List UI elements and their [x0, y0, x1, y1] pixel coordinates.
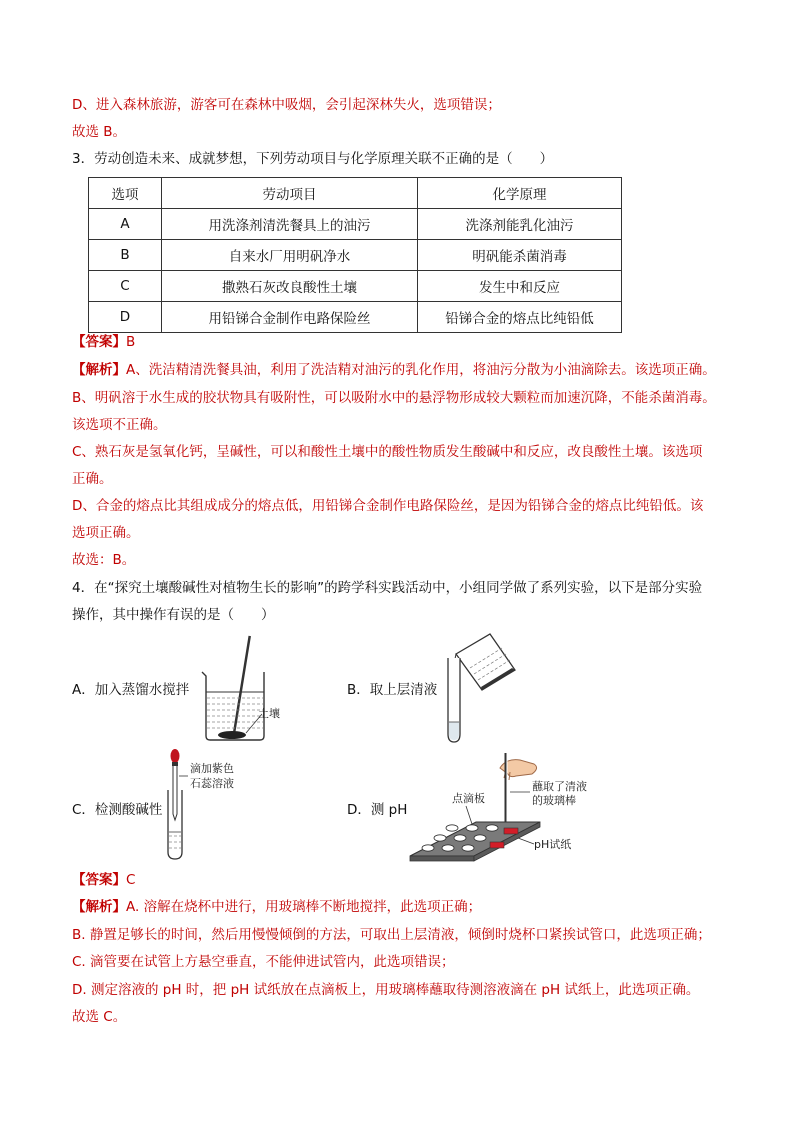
analysis-tag: 【解析】 — [72, 899, 126, 915]
question-3-stem: 3．劳动创造未来、成就梦想，下列劳动项目与化学原理关联不正确的是（ ） — [72, 151, 554, 167]
table-header-cell: 化学原理 — [418, 178, 622, 209]
soil-sample — [218, 731, 246, 739]
table-row — [89, 302, 622, 333]
table-row — [89, 240, 622, 271]
tilted-beaker — [456, 634, 515, 690]
ph-test-figure — [406, 748, 598, 862]
rod-label-line2: 的玻璃棒 — [532, 794, 576, 807]
analysis-text: A、洗洁精清洗餐具油，利用了洗洁精对油污的乳化作用，将油污分散为小油滴除去。该选项正确。 — [126, 362, 716, 378]
analysis-tag: 【解析】 — [72, 362, 126, 378]
analysis-4-c: C. 滴管要在试管上方悬空垂直，不能伸进试管内，此选项错误； — [72, 954, 455, 970]
question-4-stem-line2: 操作，其中操作有误的是（ ） — [72, 607, 275, 623]
analysis-4-b: B. 静置足够长的时间，然后用慢慢倾倒的方法，可取出上层清液，倾倒时烧杯口紧挨试管口，此选项正确； — [72, 927, 711, 943]
question-3-table — [88, 177, 622, 333]
table-cell: A — [89, 209, 162, 240]
litmus-label-line2: 石蕊溶液 — [190, 777, 234, 790]
beaker-stirring-figure — [192, 632, 302, 744]
rod-label-line1: 蘸取了清液 — [532, 780, 587, 793]
dropper-tube — [173, 766, 177, 820]
prev-answer-conclusion: 故选 B。 — [72, 124, 127, 140]
analysis-4-conclusion: 故选 C。 — [72, 1009, 127, 1025]
option-b-label: B．取上层清液 — [347, 682, 438, 698]
analysis-3-b: B、明矾溶于水生成的胶状物具有吸附性，可以吸附水中的悬浮物形成较大颗粒而加速沉降，不能杀菌消毒。 — [72, 390, 716, 406]
table-header-cell: 选项 — [89, 178, 162, 209]
analysis-4-d: D. 测定溶液的 pH 时，把 pH 试纸放在点滴板上，用玻璃棒蘸取待测溶液滴在 pH 试纸上，此选项正确。 — [72, 982, 700, 998]
analysis-3-c: C、熟石灰是氢氧化钙，呈碱性，可以和酸性土壤中的酸性物质发生酸碱中和反应，改良酸性土壤。该选项 — [72, 444, 703, 460]
table-header-cell: 劳动项目 — [162, 178, 418, 209]
table-cell: 用洗涤剂清洗餐具上的油污 — [162, 209, 418, 240]
spot-plate-label: 点滴板 — [452, 792, 485, 805]
table-cell: 明矾能杀菌消毒 — [418, 240, 622, 271]
dropper-figure — [160, 746, 290, 862]
beaker — [202, 672, 264, 740]
table-cell: 自来水厂用明矾净水 — [162, 240, 418, 271]
option-a-label: A．加入蒸馏水搅拌 — [72, 682, 190, 698]
table-cell: B — [89, 240, 162, 271]
table-cell: 洗涤剂能乳化油污 — [418, 209, 622, 240]
analysis-3-d-cont: 选项正确。 — [72, 525, 140, 541]
dropper-bulb — [171, 749, 180, 763]
table-row — [89, 209, 622, 240]
table-header-row — [89, 178, 622, 209]
glass-rod — [234, 636, 250, 735]
ph-paper-label: pH试纸 — [534, 838, 572, 851]
litmus-label-line1: 滴加紫色 — [190, 762, 234, 775]
answer-tag: 【答案】 — [72, 334, 126, 350]
prev-answer-option-d: D、进入森林旅游，游客可在森林中吸烟，会引起深林失火，选项错误； — [72, 97, 501, 113]
option-d-label: D．测 pH — [347, 802, 408, 818]
table-cell: 发生中和反应 — [418, 271, 622, 302]
analysis-3-c-cont: 正确。 — [72, 471, 113, 487]
analysis-3-a — [72, 361, 716, 379]
ph-paper — [490, 842, 504, 848]
table-cell: 用铅锑合金制作电路保险丝 — [162, 302, 418, 333]
analysis-4-a — [72, 898, 481, 916]
option-c-label: C．检测酸碱性 — [72, 802, 163, 818]
table-row — [89, 271, 622, 302]
ph-paper — [504, 828, 518, 834]
analysis-3-d: D、合金的熔点比其组成成分的熔点低，用铅锑合金制作电路保险丝，是因为铅锑合金的熔点比纯铅低。该 — [72, 498, 704, 514]
table-cell: C — [89, 271, 162, 302]
question-4-stem-line1: 4．在“探究土壤酸碱性对植物生长的影响”的跨学科实践活动中，小组同学做了系列实验，以下是部分实验 — [72, 580, 703, 596]
answer-value: B — [126, 334, 136, 350]
answer-3 — [72, 333, 135, 351]
soil-label: 土壤 — [258, 707, 280, 720]
analysis-text: A. 溶解在烧杯中进行，用玻璃棒不断地搅拌，此选项正确； — [126, 899, 482, 915]
table-cell: 撒熟石灰改良酸性土壤 — [162, 271, 418, 302]
table-cell: D — [89, 302, 162, 333]
analysis-3-b-cont: 该选项不正确。 — [72, 417, 167, 433]
answer-value: C — [126, 872, 136, 888]
table-cell: 铅锑合金的熔点比纯铅低 — [418, 302, 622, 333]
pouring-figure — [440, 630, 530, 745]
answer-tag: 【答案】 — [72, 872, 126, 888]
analysis-3-conclusion: 故选：B。 — [72, 552, 136, 568]
answer-4 — [72, 871, 135, 889]
